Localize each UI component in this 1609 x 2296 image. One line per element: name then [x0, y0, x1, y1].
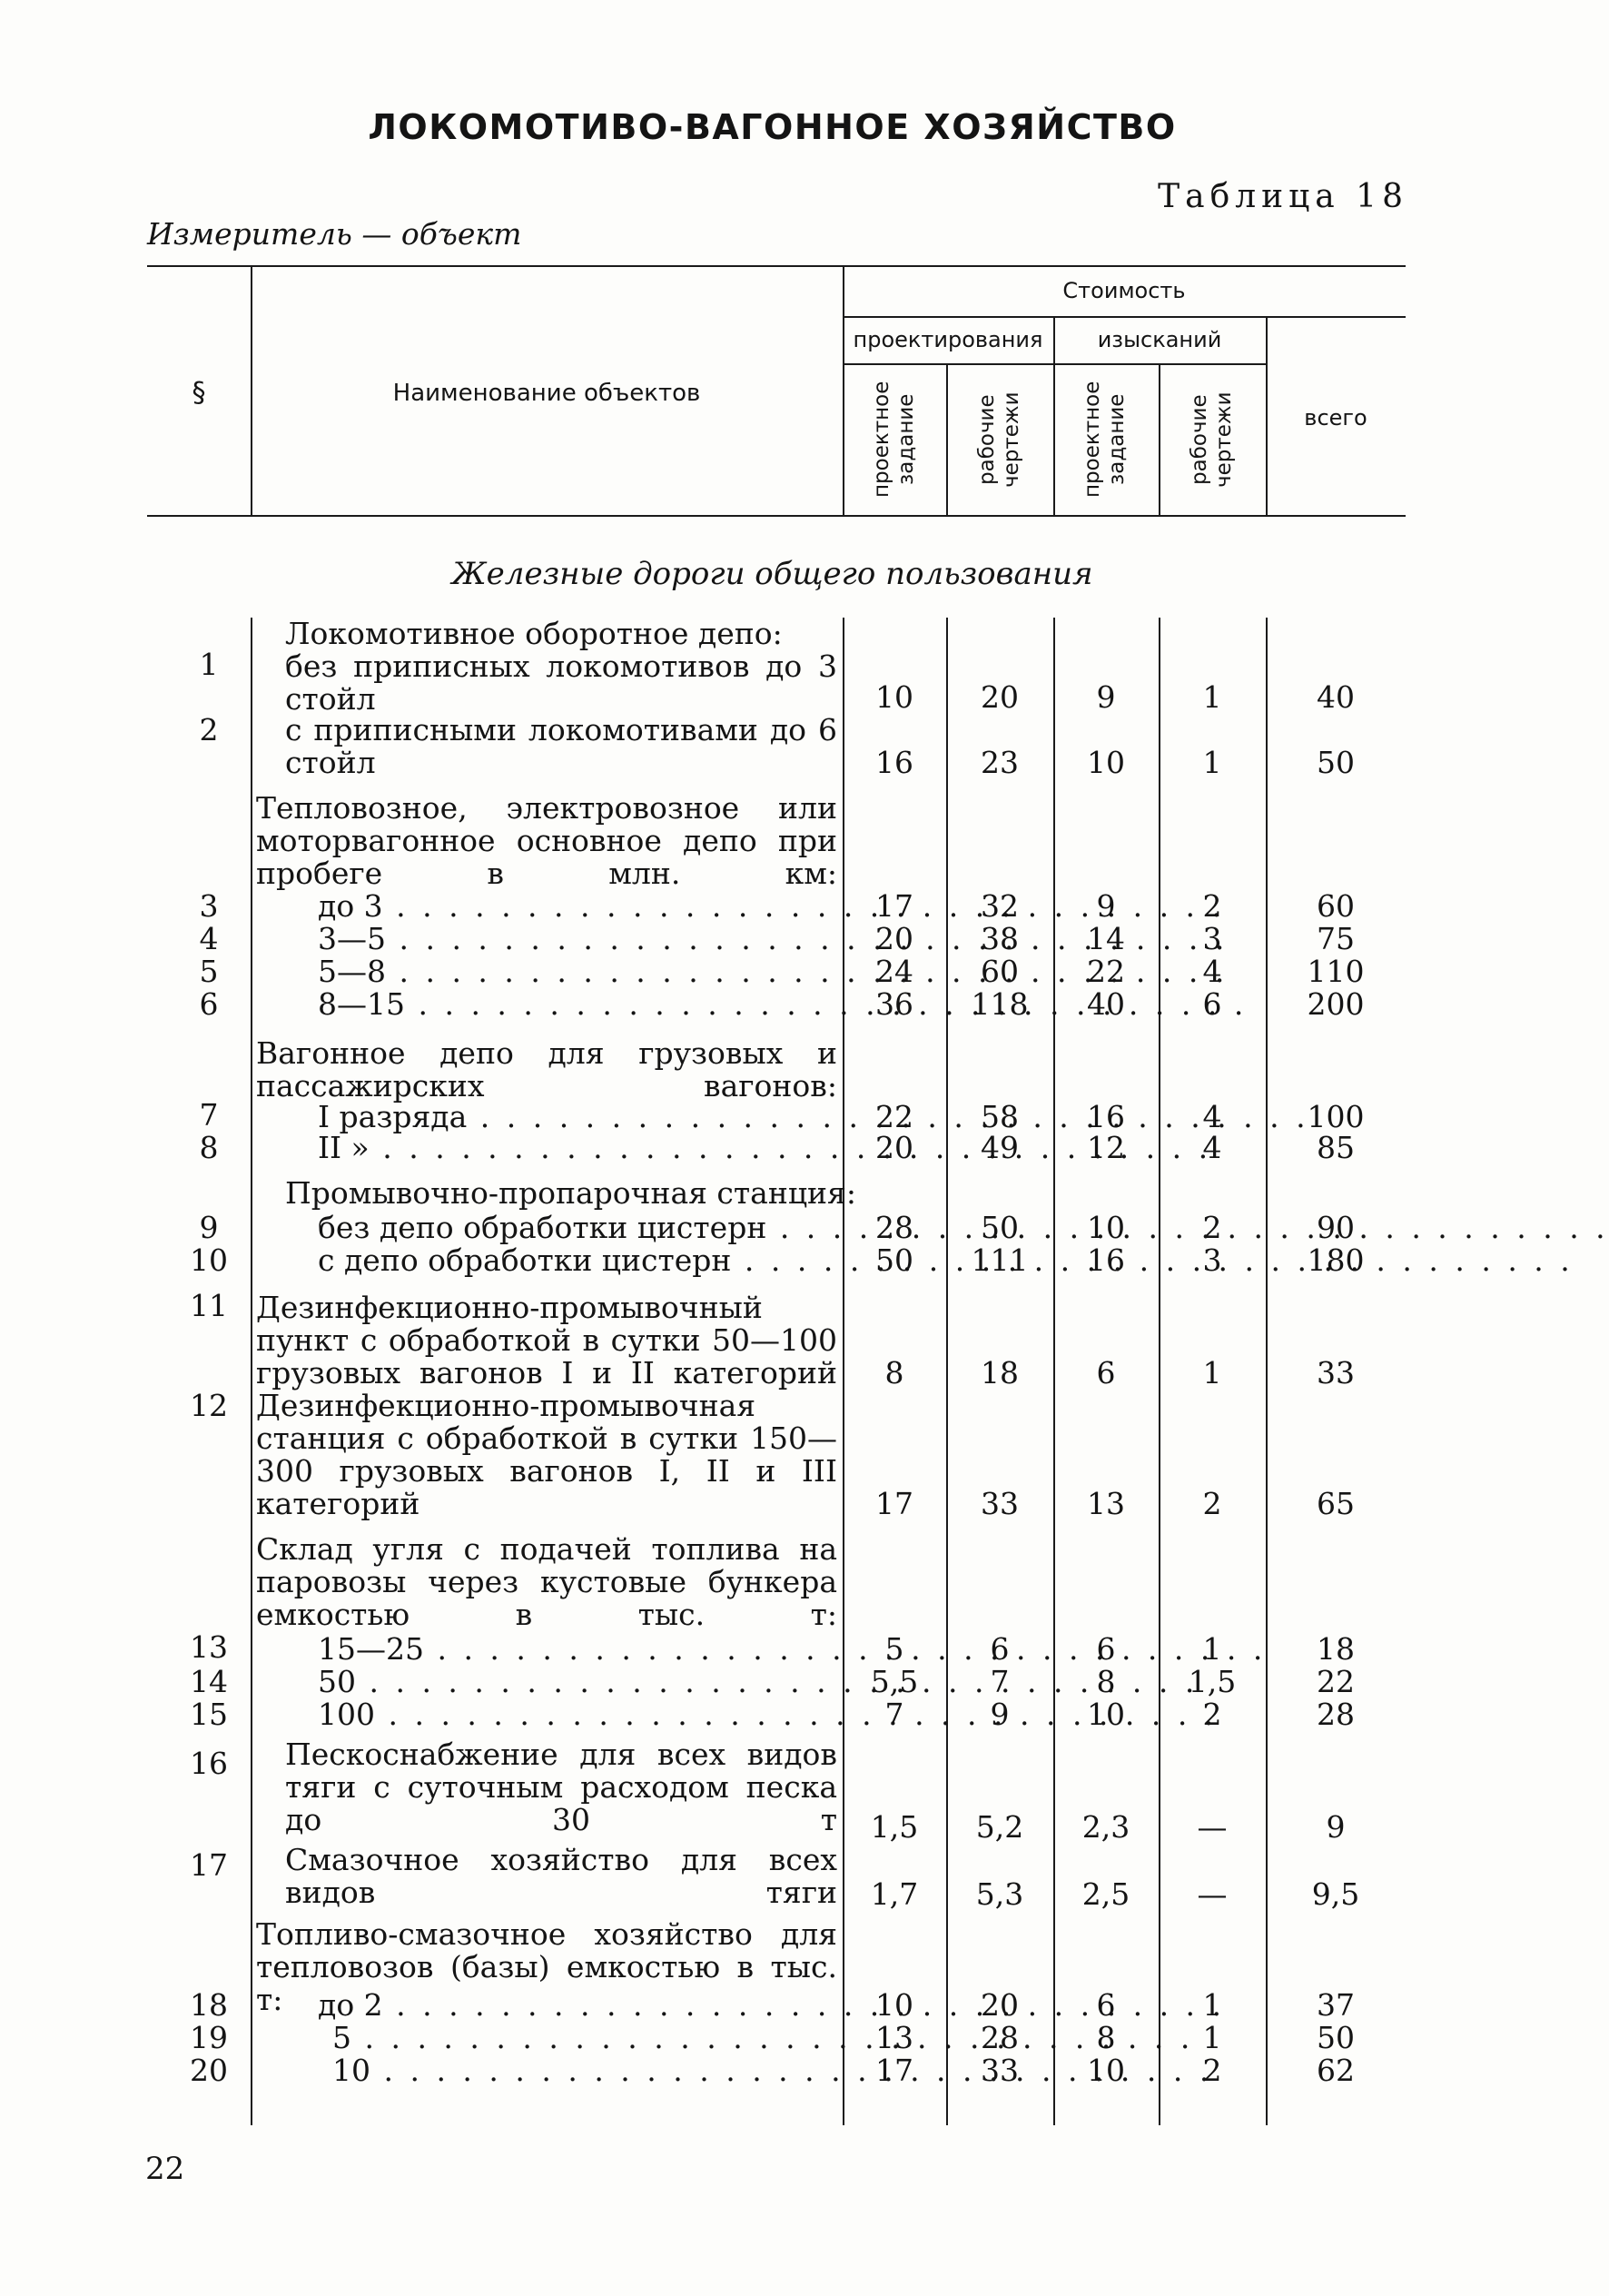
cell-total: 75 [1317, 921, 1355, 956]
group-heading: Локомотивное оборотное депо: [285, 616, 783, 651]
cell-survey-work-drawings: 1 [1202, 2020, 1222, 2055]
cell-design-work-drawings: 33 [981, 2053, 1019, 2088]
row-number: 4 [199, 921, 219, 956]
cell-total: 18 [1317, 1631, 1355, 1667]
cell-design-project-task: 20 [875, 1130, 913, 1165]
cell-design-project-task: 1,7 [870, 1876, 919, 1912]
cell-survey-work-drawings: 2 [1202, 1486, 1222, 1521]
cell-survey-project-task: 13 [1087, 1486, 1125, 1521]
cell-survey-work-drawings: 2 [1202, 1697, 1222, 1732]
cell-design-project-task: 5 [884, 1631, 904, 1667]
cell-design-work-drawings: 20 [981, 679, 1019, 715]
cell-design-project-task: 13 [875, 2020, 913, 2055]
cell-design-project-task: 5,5 [870, 1664, 919, 1699]
cell-total: 65 [1317, 1486, 1355, 1521]
cell-total: 9,5 [1311, 1876, 1360, 1912]
row-number: 20 [190, 2053, 228, 2088]
row-number: 5 [199, 954, 219, 989]
cell-design-project-task: 17 [875, 888, 913, 924]
cell-survey-project-task: 9 [1096, 679, 1116, 715]
cell-total: 40 [1317, 679, 1355, 715]
cell-survey-project-task: 10 [1087, 1210, 1125, 1245]
cell-survey-project-task: 22 [1087, 954, 1125, 989]
row-number: 9 [199, 1210, 219, 1245]
row-number: 12 [190, 1388, 228, 1423]
cell-survey-project-task: 8 [1096, 1664, 1116, 1699]
cell-survey-project-task: 9 [1096, 888, 1116, 924]
cell-design-project-task: 10 [875, 1987, 913, 2023]
row-name: 8—15 . . . [256, 988, 837, 1021]
header-section-symbol: § [192, 377, 206, 409]
col-divider-ipz [1159, 363, 1160, 516]
cell-total: 22 [1317, 1664, 1355, 1699]
cell-total: 33 [1317, 1355, 1355, 1390]
cell-survey-work-drawings: 4 [1202, 954, 1222, 989]
row-number: 11 [190, 1288, 228, 1323]
cell-survey-project-task: 2,3 [1081, 1809, 1130, 1845]
group-heading: Промывочно-пропарочная станция: [285, 1175, 856, 1211]
header-survey: изысканий [1097, 327, 1222, 352]
cell-survey-work-drawings: 2 [1202, 888, 1222, 924]
cell-design-work-drawings: 50 [981, 1210, 1019, 1245]
cell-total: 200 [1307, 986, 1365, 1022]
cell-survey-project-task: 2,5 [1081, 1876, 1130, 1912]
cell-design-project-task: 17 [875, 1486, 913, 1521]
page-number: 22 [145, 2151, 185, 2187]
header-survey-project-task: проектное задание [1081, 381, 1129, 499]
cell-design-work-drawings: 6 [990, 1631, 1010, 1667]
cell-design-work-drawings: 32 [981, 888, 1019, 924]
row-number: 19 [190, 2020, 228, 2055]
cell-design-work-drawings: 38 [981, 921, 1019, 956]
header-survey-work-drawings: рабочие чертежи [1188, 391, 1236, 488]
cell-survey-project-task: 40 [1087, 986, 1125, 1022]
row-name: II » . . . [256, 1132, 837, 1164]
row-name: 15—25 . . . [256, 1633, 837, 1666]
row-name: 100 . . . [256, 1698, 837, 1731]
cell-survey-work-drawings: — [1197, 1809, 1228, 1845]
header-design-work-drawings: рабочие чертежи [975, 391, 1023, 488]
cell-survey-work-drawings: 1 [1202, 1631, 1222, 1667]
cell-design-work-drawings: 58 [981, 1099, 1019, 1134]
row-name: 3—5 . . . [256, 923, 837, 955]
cell-design-project-task: 7 [884, 1697, 904, 1732]
header-design: проектирования [853, 327, 1043, 352]
cell-survey-work-drawings: 4 [1202, 1130, 1222, 1165]
col-divider-pz [946, 363, 948, 516]
body-col-divider-num [251, 618, 252, 2125]
row-number: 16 [190, 1746, 228, 1781]
row-number: 7 [199, 1097, 219, 1133]
cell-survey-work-drawings: 3 [1202, 1242, 1222, 1278]
cell-design-project-task: 22 [875, 1099, 913, 1134]
cell-survey-project-task: 6 [1096, 1631, 1116, 1667]
cell-survey-work-drawings: 1 [1202, 745, 1222, 780]
header-design-project-task: проектное задание [870, 381, 918, 499]
cell-total: 100 [1307, 1099, 1365, 1134]
cell-survey-project-task: 6 [1096, 1355, 1116, 1390]
cell-total: 60 [1317, 888, 1355, 924]
group-heading: Вагонное депо для грузовых и пассажирских вагонов: [256, 1035, 837, 1103]
row-number: 10 [190, 1242, 228, 1278]
cell-survey-work-drawings: 1,5 [1188, 1664, 1237, 1699]
cell-survey-project-task: 12 [1087, 1130, 1125, 1165]
cell-total: 90 [1317, 1210, 1355, 1245]
row-name: Дезинфекционно-промывочный пункт с обработкой в сутки 50—100 грузовых вагонов I и II категорий [256, 1290, 837, 1390]
header-cost: Стоимость [1062, 278, 1186, 303]
cell-survey-work-drawings: 2 [1202, 1210, 1222, 1245]
cell-survey-work-drawings: 4 [1202, 1099, 1222, 1134]
row-number: 17 [190, 1847, 228, 1883]
cell-design-work-drawings: 28 [981, 2020, 1019, 2055]
cell-survey-project-task: 8 [1096, 2020, 1116, 2055]
cell-survey-project-task: 10 [1087, 745, 1125, 780]
cell-design-project-task: 1,5 [870, 1809, 919, 1845]
cell-design-project-task: 24 [875, 954, 913, 989]
header-bottom-rule [147, 515, 1406, 517]
cell-total: 180 [1307, 1242, 1365, 1278]
row-name: 5 . . . [256, 2022, 837, 2054]
group-heading: Склад угля с подачей топлива на паровозы через кустовые бункера емкостью в тыс. т: [256, 1531, 837, 1632]
cell-total: 50 [1317, 2020, 1355, 2055]
cell-design-work-drawings: 5,3 [975, 1876, 1024, 1912]
cell-survey-work-drawings: 2 [1202, 2053, 1222, 2088]
cell-survey-work-drawings: — [1197, 1876, 1228, 1912]
row-name: с депо обработки цистерн . . . [256, 1244, 837, 1277]
cell-survey-work-drawings: 1 [1202, 1355, 1222, 1390]
cell-survey-project-task: 16 [1087, 1242, 1125, 1278]
cell-design-work-drawings: 33 [981, 1486, 1019, 1521]
row-number: 2 [199, 712, 219, 747]
cell-design-work-drawings: 60 [981, 954, 1019, 989]
cell-total: 50 [1317, 745, 1355, 780]
row-number: 15 [190, 1697, 228, 1732]
row-name: 10 . . . [256, 2054, 837, 2087]
row-number: 8 [199, 1130, 219, 1165]
cell-survey-project-task: 10 [1087, 1697, 1125, 1732]
cell-survey-work-drawings: 1 [1202, 1987, 1222, 2023]
cell-design-project-task: 17 [875, 2053, 913, 2088]
cell-survey-work-drawings: 3 [1202, 921, 1222, 956]
cell-design-work-drawings: 18 [981, 1355, 1019, 1390]
cell-design-work-drawings: 111 [971, 1242, 1029, 1278]
row-name: Пескоснабжение для всех видов тяги с суточным расходом песка до 30 т [285, 1737, 837, 1837]
section-title: Железные дороги общего пользования [451, 556, 1093, 592]
cell-design-work-drawings: 7 [990, 1664, 1010, 1699]
cell-total: 28 [1317, 1697, 1355, 1732]
row-name: 50 . . . [256, 1666, 837, 1698]
cell-survey-project-task: 14 [1087, 921, 1125, 956]
cell-design-work-drawings: 20 [981, 1987, 1019, 2023]
row-name: Дезинфекционно-промывочная станция с обработкой в сутки 150—300 грузовых вагонов I, II и III категорий [256, 1388, 837, 1521]
row-name: до 2 . . . [256, 1989, 837, 2022]
cell-design-work-drawings: 9 [990, 1697, 1010, 1732]
table-number: Таблица 18 [1158, 178, 1408, 215]
cell-design-work-drawings: 5,2 [975, 1809, 1024, 1845]
row-name: без приписных локомотивов до 3 стойл [285, 648, 837, 717]
row-number: 3 [199, 888, 219, 924]
row-name: без депо обработки цистерн . . . [256, 1212, 837, 1244]
row-name: до 3 . . . [256, 890, 837, 923]
cell-design-work-drawings: 23 [981, 745, 1019, 780]
cell-design-project-task: 20 [875, 921, 913, 956]
group-heading: Тепловозное, электровозное или моторвагонное основное депо при пробеге в млн. км: [256, 790, 837, 891]
row-number: 14 [190, 1664, 228, 1699]
cell-total: 9 [1326, 1809, 1346, 1845]
cell-design-work-drawings: 118 [971, 986, 1029, 1022]
row-name: Смазочное хозяйство для всех видов тяги [285, 1842, 837, 1910]
row-number: 18 [190, 1987, 228, 2023]
row-name: с приписными локомотивами до 6 стойл [285, 712, 837, 780]
cell-survey-work-drawings: 1 [1202, 679, 1222, 715]
cell-design-project-task: 16 [875, 745, 913, 780]
header-cost-rule [843, 316, 1406, 318]
cell-design-project-task: 8 [884, 1355, 904, 1390]
cell-design-project-task: 28 [875, 1210, 913, 1245]
cell-survey-project-task: 10 [1087, 2053, 1125, 2088]
cell-survey-project-task: 16 [1087, 1099, 1125, 1134]
row-number: 6 [199, 986, 219, 1022]
row-name: 5—8 . . . [256, 955, 837, 988]
cell-total: 85 [1317, 1130, 1355, 1165]
cell-design-work-drawings: 49 [981, 1130, 1019, 1165]
cell-total: 110 [1307, 954, 1365, 989]
row-number: 13 [190, 1629, 228, 1665]
row-number: 1 [199, 647, 219, 682]
row-name: I разряда . . . [256, 1101, 837, 1133]
table-top-rule [147, 265, 1406, 267]
cell-survey-work-drawings: 6 [1202, 986, 1222, 1022]
cell-total: 37 [1317, 1987, 1355, 2023]
cell-total: 62 [1317, 2053, 1355, 2088]
measure-unit: Измеритель — объект [147, 216, 522, 252]
cell-design-project-task: 10 [875, 679, 913, 715]
group-heading: Топливо-смазочное хозяйство для тепловозов (базы) емкостью в тыс. т: [256, 1916, 837, 2017]
cell-design-project-task: 36 [875, 986, 913, 1022]
page-title: ЛОКОМОТИВО-ВАГОННОЕ ХОЗЯЙСТВО [368, 107, 1177, 147]
header-name: Наименование объектов [392, 380, 701, 407]
header-total: всего [1304, 405, 1367, 430]
cell-design-project-task: 50 [875, 1242, 913, 1278]
cell-survey-project-task: 6 [1096, 1987, 1116, 2023]
